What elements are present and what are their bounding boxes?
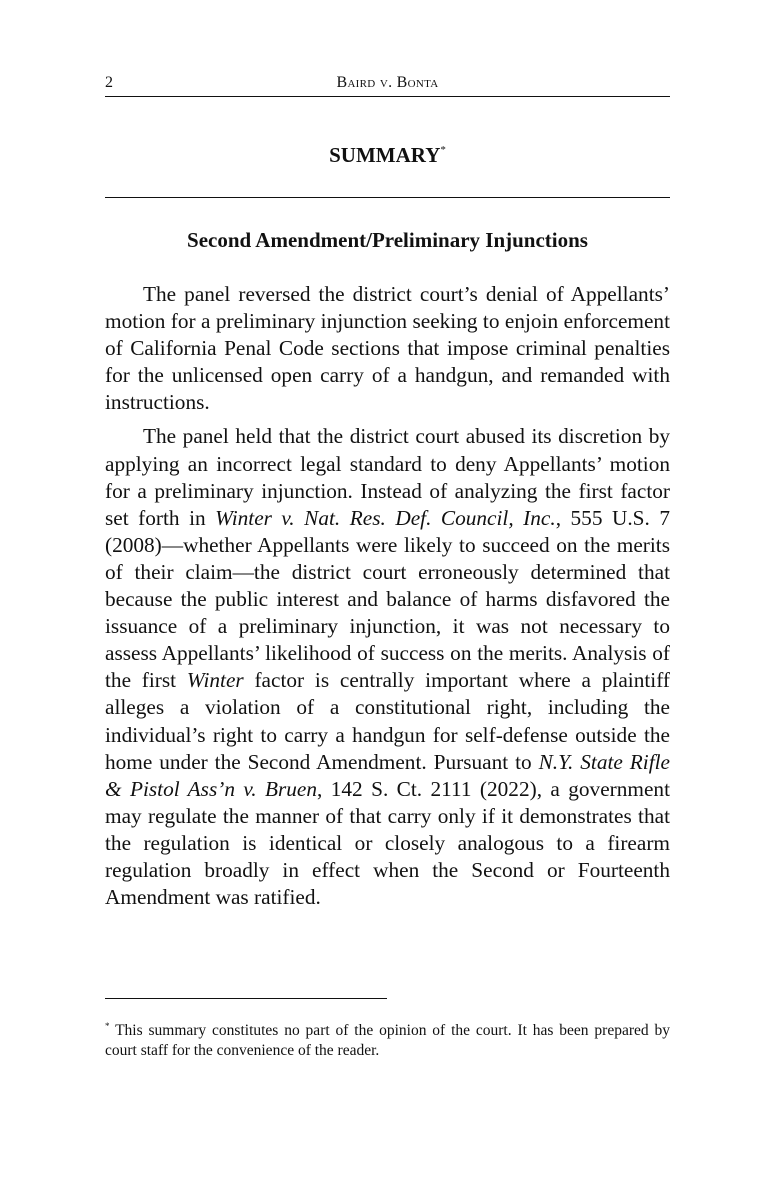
paragraph-2-text-3: factor is centrally important where a plaintiff alleges a violation of a constitutional right, including the individual’s right to carry a handgun for self-defense outside the home under the Second Amendment. Pursuant to bbox=[105, 668, 670, 774]
case-citation-winter: Winter v. Nat. Res. Def. Council, Inc. bbox=[215, 505, 556, 530]
footnote-text: This summary constitutes no part of the opinion of the court. It has been prepared by court staff for the convenience of the reader. bbox=[105, 1022, 670, 1059]
footnote-marker: * bbox=[105, 1021, 110, 1031]
paragraph-2 bbox=[105, 423, 670, 911]
paragraph-2-text-2: , 555 U.S. 7 (2008)—whether Appellants were likely to succeed on the merits of their claim—the district court erroneously determined that because the public interest and balance of harms disfavored the issuance of a preliminary injunction, it was not necessary to assess Appellants’ likelihood of success on the merits. Analysis of the first bbox=[105, 505, 670, 693]
paragraph-1: The panel reversed the district court’s denial of Appellants’ motion for a preliminary injunction seeking to enjoin enforcement of California Penal Code sections that impose criminal penalties for the unlicensed open carry of a handgun, and remanded with instructions. bbox=[105, 282, 670, 415]
page-number: 2 bbox=[105, 74, 113, 91]
case-citation-winter-short: Winter bbox=[186, 668, 244, 693]
footnote bbox=[105, 1016, 670, 1061]
paragraph-2-text-1: The panel held that the district court abused its discretion by applying an incorrect legal standard to deny Appellants’ motion for a preliminary injunction. Instead of analyzing the first factor set forth in bbox=[105, 424, 670, 530]
summary-footnote-marker[interactable]: * bbox=[440, 144, 446, 156]
paragraph-2-text-4: , 142 S. Ct. 2111 (2022), a government may regulate the manner of that carry only if it demonstrates that the regulation is identical or closely analogous to a firearm regulation broadly in effect when the Second or Fourteenth Amendment was ratified. bbox=[105, 776, 670, 910]
summary-divider bbox=[105, 197, 670, 198]
section-heading: Second Amendment/Preliminary Injunctions bbox=[187, 228, 588, 252]
body-text bbox=[105, 281, 670, 918]
page-header bbox=[105, 70, 670, 97]
footnote-divider bbox=[105, 998, 387, 999]
summary-title bbox=[105, 143, 670, 168]
running-head: Baird v. Bonta bbox=[336, 74, 439, 91]
case-citation-bruen: N.Y. State Rifle & Pistol Ass’n v. Bruen bbox=[105, 749, 670, 801]
summary-title-text: SUMMARY bbox=[329, 143, 441, 167]
